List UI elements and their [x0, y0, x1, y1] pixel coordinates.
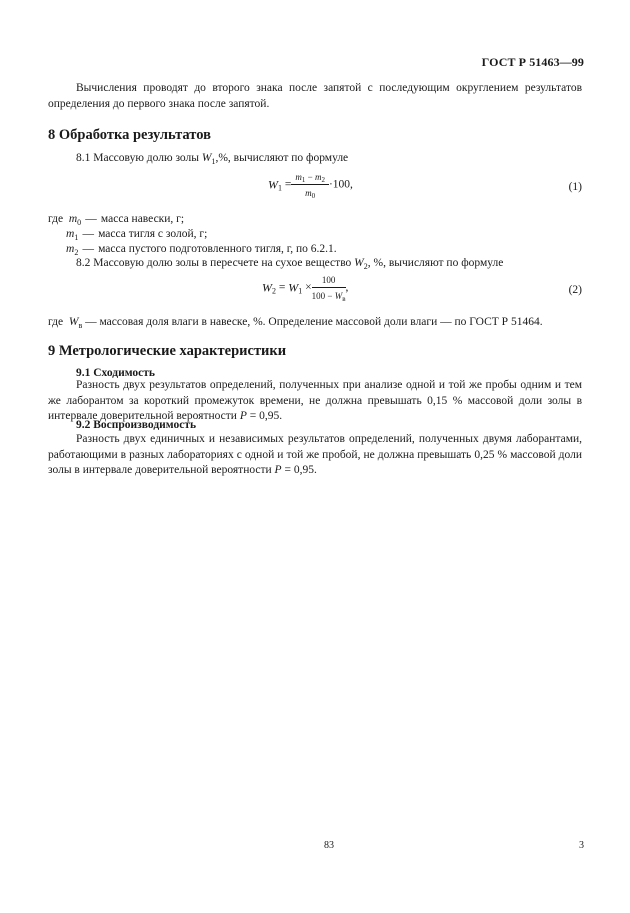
formula-1-minus: − [307, 172, 313, 182]
formula-1-lhs-var: W [268, 177, 278, 192]
intro-paragraph: Вычисления проводят до второго знака после запятой с последующим округлением результатов определения до первого знака после запятой. [48, 82, 582, 110]
where-w-sub: в [78, 321, 83, 330]
definition-m0-text: масса навески, г; [100, 213, 185, 225]
formula-2-times: × [305, 281, 312, 294]
subsection-9-2-pre: Разность двух единичных и независимых результатов определений, полученных двумя лаборантами, работающими в разных лабораториях с одной и той же пробой, не должна превышать 0,25 % массовой доли золы в интервале доверительной вероятности [48, 433, 582, 476]
definition-m1-text: масса тигля с золой, г; [98, 228, 208, 240]
formula-1-den-var: m [305, 188, 312, 198]
definition-m1 [66, 227, 207, 243]
subsection-9-2-post: = 0,95. [281, 464, 317, 476]
subsection-9-1-post: = 0,95. [246, 410, 283, 422]
formula-1-mult: ·100, [328, 178, 353, 191]
definition-m0-sub: 0 [77, 218, 82, 227]
definition-m0-var: m [68, 213, 78, 225]
where-w-moisture [48, 315, 582, 331]
formula-2-eq: = [278, 281, 286, 294]
standard-header: ГОСТ Р 51463—99 [481, 55, 584, 69]
definition-m0 [48, 212, 184, 228]
page-number-right: 3 [579, 840, 584, 851]
definition-m0-prefix: где [48, 213, 64, 225]
paragraph-8-1-sub: 1 [211, 157, 216, 166]
section-9-title: 9 Метрологические характеристики [48, 343, 287, 359]
subsection-9-1-title: 9.1 Сходимость [76, 367, 155, 379]
formula-2-denominator [312, 288, 346, 302]
formula-1-lhs-sub: 1 [278, 183, 282, 193]
subsection-9-1-pre: Разность двух результатов определений, полученных при анализе одной и той же пробы одним и тем же лаборантом за короткий промежуток времени, не должна превышать 0,15 % массовой доли золы в интервале доверительной вероятности [48, 379, 582, 422]
definition-m1-sub: 1 [74, 233, 79, 242]
formula-1 [268, 171, 353, 199]
definition-m1-dash: — [82, 228, 94, 240]
formula-2-w1-var: W [288, 280, 299, 295]
page-number-center: 83 [324, 840, 334, 851]
formula-2-numerator: 100 [312, 274, 346, 288]
definition-m2-dash: — [82, 243, 94, 255]
formula-2-lhs-sub: 2 [272, 286, 276, 296]
formula-2-comma: , [345, 281, 349, 294]
formula-1-denominator [291, 185, 329, 199]
formula-1-number: (1) [568, 181, 582, 193]
formula-1-num-a-sub: 1 [301, 176, 306, 184]
subsection-9-2-title: 9.2 Воспроизводимость [76, 419, 197, 431]
paragraph-8-2-post: , %, вычисляют по формуле [367, 257, 504, 269]
definition-m2-text: масса пустого подготовленного тигля, г, по 6.2.1. [98, 243, 337, 255]
formula-2-den-pre: 100 − [311, 291, 333, 301]
subsection-9-2-var: P [274, 464, 282, 476]
where-w-var: W [68, 316, 79, 328]
formula-1-fraction [291, 171, 329, 199]
paragraph-8-1-pre: 8.1 Массовую долю золы [76, 152, 202, 164]
paragraph-8-2 [48, 256, 610, 272]
paragraph-8-2-pre: 8.2 Массовую долю золы в пересчете на сухое вещество [76, 257, 355, 269]
formula-2-fraction [312, 274, 346, 302]
paragraph-8-1 [48, 151, 610, 167]
paragraph-8-2-sub: 2 [363, 262, 368, 271]
paragraph-8-2-var: W [354, 257, 364, 269]
definition-m0-dash: — [85, 213, 97, 225]
formula-1-num-b: m [314, 172, 322, 182]
formula-1-numerator [291, 171, 329, 185]
formula-1-eq: = [284, 178, 292, 191]
formula-2-w1-sub: 1 [298, 286, 303, 296]
formula-1-den-sub: 0 [311, 192, 316, 200]
where-w-text: — массовая доля влаги в навеске, %. Определение массовой доли влаги — по ГОСТ Р 51464. [85, 316, 543, 328]
formula-2-den-var: W [334, 291, 343, 301]
formula-2-number: (2) [568, 284, 582, 296]
formula-2-lhs-var: W [262, 280, 272, 295]
definition-m1-var: m [66, 228, 75, 240]
paragraph-8-1-post: ,%, вычисляют по формуле [215, 152, 349, 164]
section-8-title: 8 Обработка результатов [48, 127, 211, 143]
formula-1-num-b-sub: 2 [321, 176, 325, 184]
formula-2-den-sub: в [342, 295, 346, 303]
where-w-prefix: где [48, 316, 64, 328]
subsection-9-1-var: P [239, 410, 247, 422]
formula-2 [262, 274, 348, 302]
definition-m2-var: m [66, 243, 75, 255]
paragraph-8-1-var: W [201, 152, 212, 164]
definition-m2-sub: 2 [74, 248, 79, 257]
subsection-9-2-text [48, 432, 582, 479]
formula-1-num-a: m [295, 172, 302, 182]
